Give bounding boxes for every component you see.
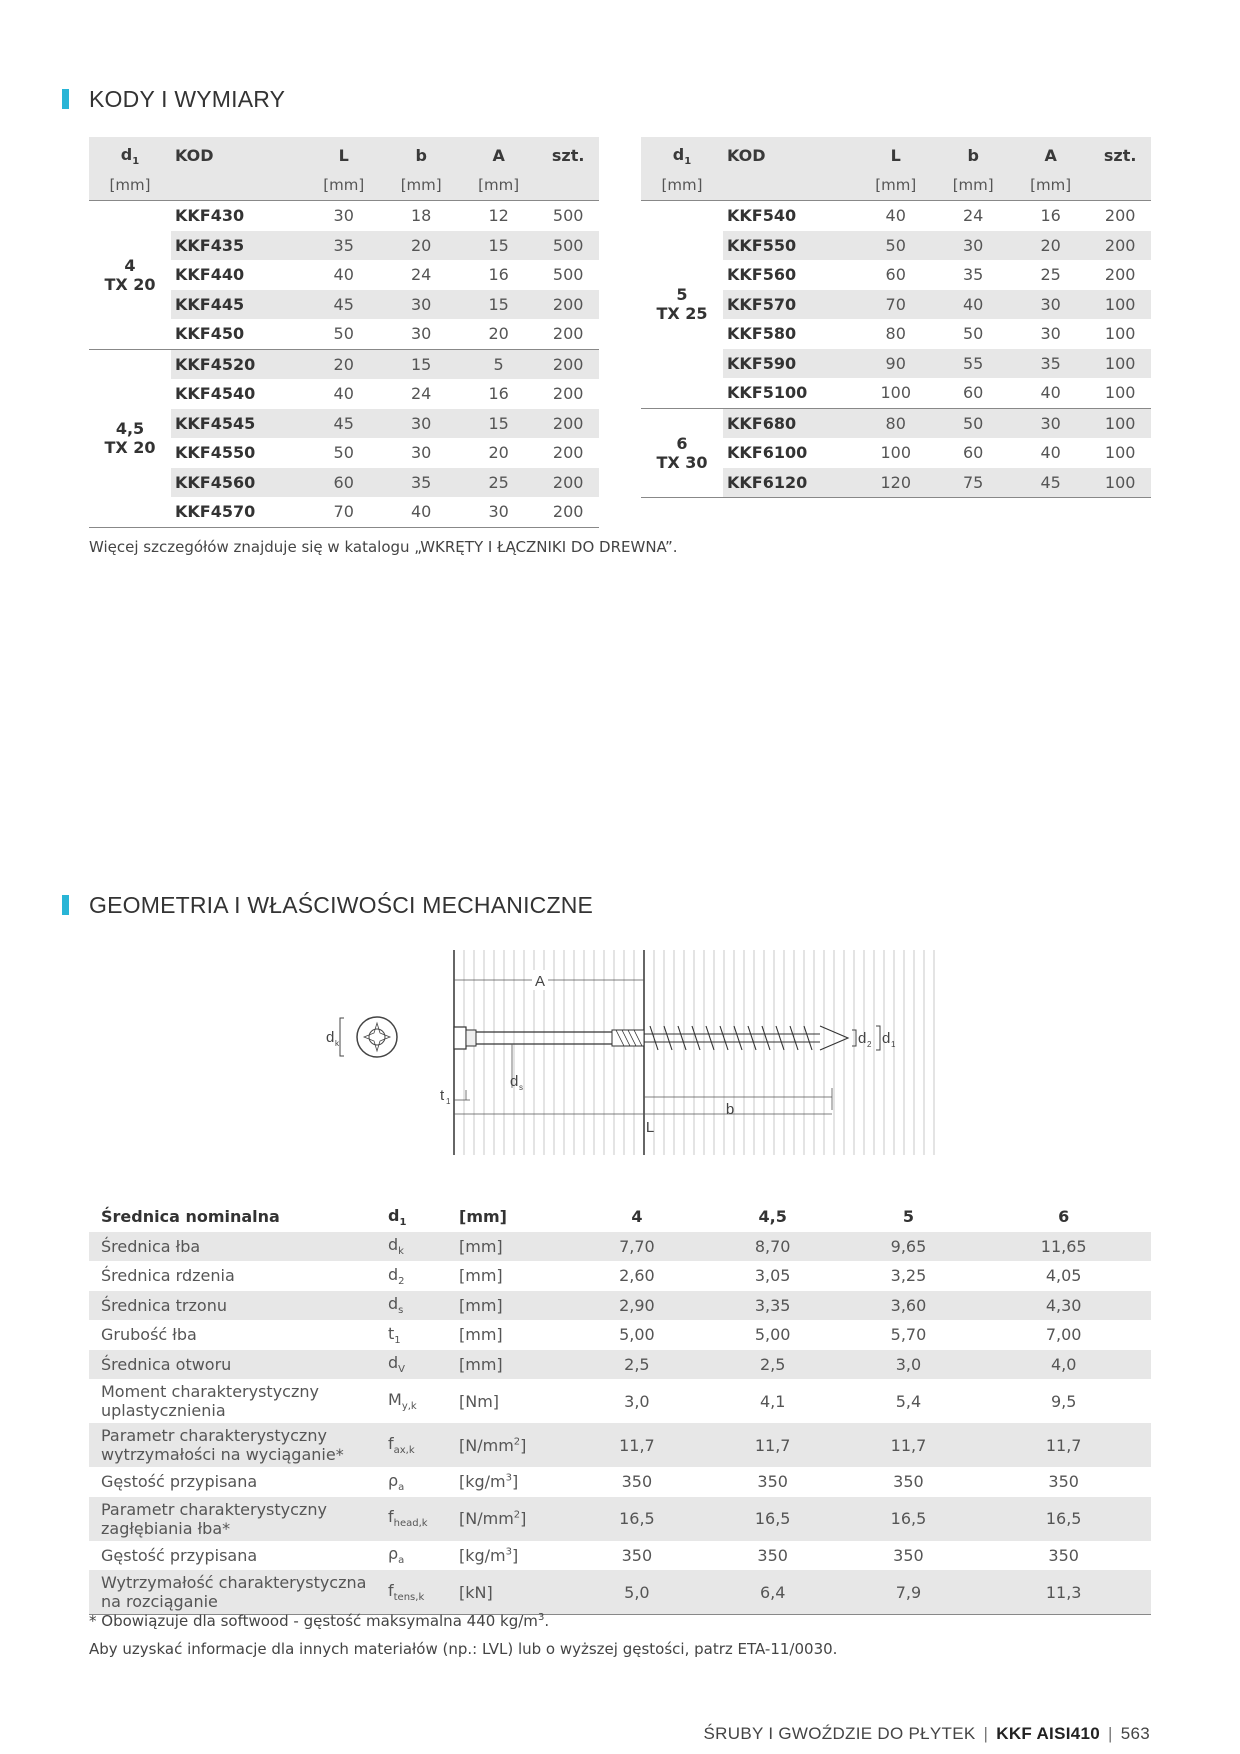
table-row [89,1379,1151,1423]
diameter-line: 4 [124,255,136,275]
table-row [89,349,599,379]
property-name: Grubość łba [101,1325,197,1345]
property-value: 4,05 [1045,1266,1082,1286]
value-szt: 500 [537,231,599,261]
code-cell: KKF435 [171,231,305,261]
code-cell: KKF550 [723,231,857,261]
diameter-cell [641,201,723,409]
value-b: 30 [411,443,432,463]
property-symbol: $d_V$ [388,1350,459,1380]
code-cell: KKF4560 [171,468,305,498]
property-value: 2,5 [705,1350,841,1380]
value-b: 15 [382,349,459,379]
property-unit: $[N/mm^2]$ [459,1423,569,1467]
property-value: 11,7 [841,1423,977,1467]
value-szt: 100 [1104,443,1136,463]
value-b: 50 [963,324,984,344]
property-unit: [mm] [459,1325,503,1345]
value-A: 30 [1012,290,1089,320]
property-value: 8,70 [705,1232,841,1262]
value-L: 70 [857,290,934,320]
header-b: b [382,137,459,171]
value-A: 40 [1040,443,1061,463]
diameter-line: TX 20 [104,274,156,294]
value-L: 50 [333,443,354,463]
table-row [89,1261,1151,1291]
header-value: 5 [902,1207,915,1227]
property-value: 7,00 [1045,1325,1082,1345]
code-cell: KKF680 [723,408,857,438]
unit-szt [537,171,599,201]
property-unit: [kN] [459,1570,569,1615]
screw-head-view [357,1017,397,1057]
value-L: 40 [333,384,354,404]
property-value: 9,5 [1050,1391,1077,1411]
value-L: 45 [305,290,382,320]
diameter-line: 5 [676,285,688,305]
property-value: 5,70 [890,1325,927,1345]
header-A: A [460,137,537,171]
properties-header-row [89,1202,1151,1232]
label-t1: t [440,1087,445,1104]
header-value: 4 [631,1207,643,1227]
property-unit: [mm] [459,1266,503,1286]
header-L: L [857,137,934,171]
property-value: 16,5 [841,1497,977,1541]
property-unit: [mm] [459,1350,569,1380]
value-szt: 200 [537,349,599,379]
value-szt: 200 [537,319,599,349]
value-b: 60 [934,378,1011,408]
value-A: 25 [460,468,537,498]
title-accent-bar [62,89,69,109]
code-cell: KKF580 [727,324,797,344]
value-b: 24 [411,384,432,404]
code-cell: KKF590 [723,349,857,379]
value-L: 100 [880,443,911,463]
property-name: Parametr charakterystyczny zagłębiania łba* [89,1497,388,1541]
value-b: 40 [934,290,1011,320]
codes-header-row [89,137,599,171]
value-L: 80 [885,324,906,344]
header-kod: KOD [171,137,305,171]
table-row [89,1570,1151,1615]
property-value: 16,5 [705,1497,841,1541]
property-value: 5,0 [569,1570,705,1615]
label-ds: d [510,1073,519,1090]
section-title-text: KODY I WYMIARY [89,85,286,112]
value-L: 30 [333,206,354,226]
value-A: 16 [488,384,509,404]
header-value: 4,5 [758,1207,787,1227]
properties-table [89,1202,1151,1615]
property-unit: $[kg/m^3]$ [459,1545,519,1565]
codes-unit-row [89,171,599,201]
footnote-other-materials: Aby uzyskać informacje dla innych materiałów (np.: LVL) lub o wyższej gęstości, patrz ETA-11/0030. [89,1640,838,1658]
value-szt: 200 [537,497,599,527]
footer-product: KKF AISI410 [996,1724,1101,1743]
diameter-line: 4,5 [115,419,145,438]
property-value: 350 [621,1545,653,1565]
section-title-text: GEOMETRIA I WŁAŚCIWOŚCI MECHANICZNE [89,891,594,918]
value-L: 40 [333,265,354,285]
property-value: 9,65 [841,1232,977,1262]
code-cell: KKF570 [723,290,857,320]
property-value: 350 [757,1545,788,1565]
section-title-codes [62,84,285,114]
property-value: 3,0 [624,1391,650,1411]
value-b: 24 [411,265,432,285]
value-A: 45 [1012,468,1089,498]
value-A: 5 [460,349,537,379]
table-row [641,408,1151,438]
label-b: b [725,1101,735,1118]
value-szt: 200 [1104,206,1136,226]
value-A: 30 [1040,324,1061,344]
unit-A: [mm] [460,171,537,201]
property-value: 7,70 [569,1232,705,1262]
property-value: 350 [893,1472,924,1492]
code-cell: KKF450 [171,319,305,349]
value-b: 40 [382,497,459,527]
value-szt: 200 [552,443,584,463]
value-szt: 100 [1089,378,1151,408]
value-b: 75 [934,468,1011,498]
footer-page-number: 563 [1120,1724,1150,1743]
unit-kod [723,171,857,201]
property-value: 3,35 [705,1291,841,1321]
value-A: 15 [460,409,537,439]
value-szt: 200 [537,290,599,320]
value-L: 60 [885,265,906,285]
value-A: 35 [1012,349,1089,379]
diameter-cell [89,201,171,350]
property-value: 2,90 [569,1291,705,1321]
svg-text:2: 2 [867,1040,872,1049]
wood-hatching [454,950,934,1155]
property-value: 7,9 [841,1570,977,1615]
diameter-cell [89,349,171,527]
property-value: 3,05 [754,1266,791,1286]
property-name: Średnica trzonu [89,1291,388,1321]
label-A: A [534,973,546,990]
screw-drawing [300,950,950,1170]
property-value: 2,5 [569,1350,705,1380]
label-d1: d [882,1030,891,1047]
value-A: 40 [1012,378,1089,408]
diameter-cell [641,408,723,498]
property-value: 350 [621,1472,653,1492]
property-value: 16,5 [569,1497,705,1541]
property-symbol: $f_{tens,k}$ [388,1570,459,1615]
property-value: 3,0 [841,1350,977,1380]
unit-L: [mm] [305,171,382,201]
table-row [89,1541,1151,1571]
unit-d1: [mm] [641,171,723,201]
property-value: 3,60 [841,1291,977,1321]
unit-b: [mm] [382,171,459,201]
code-cell: KKF4520 [171,349,305,379]
table-row [89,1291,1151,1321]
property-value: 3,25 [890,1266,927,1286]
property-symbol: $f_{head,k}$ [388,1497,459,1541]
value-L: 45 [305,409,382,439]
header-kod: KOD [723,137,857,171]
property-value: 6,4 [705,1570,841,1615]
property-name: Moment charakterystyczny uplastycznienia [101,1382,319,1420]
label-dk: d [326,1029,335,1046]
header-L: L [305,137,382,171]
diameter-line: 6 [676,433,688,453]
unit-A: [mm] [1012,171,1089,201]
code-cell: KKF4570 [171,497,305,527]
value-L: 80 [857,408,934,438]
value-L: 40 [885,206,906,226]
code-cell: KKF430 [175,206,245,226]
value-b: 18 [411,206,432,226]
value-b: 35 [963,265,984,285]
property-value: 11,3 [976,1570,1151,1615]
section-title-geometry [62,890,593,920]
value-szt: 500 [552,265,584,285]
property-value: 4,1 [759,1391,786,1411]
value-L: 35 [305,231,382,261]
code-cell: KKF445 [171,290,305,320]
header-d1: $d_1$ [89,137,171,171]
property-name: Parametr charakterystyczny wytrzymałości na wyciąganie* [89,1423,388,1467]
label-d2: d [858,1030,867,1047]
codes-unit-row [641,171,1151,201]
footnote-softwood: * Obowiązuje dla softwood - gęstość maksymalna 440 $kg/m^3$. [89,1612,550,1630]
value-A: 15 [460,290,537,320]
property-unit: [mm] [459,1291,569,1321]
value-L: 100 [857,378,934,408]
value-szt: 200 [537,468,599,498]
value-szt: 200 [537,409,599,439]
diameter-line: TX 20 [104,438,156,457]
property-name: Gęstość przypisana [101,1545,258,1565]
property-value: 5,00 [754,1325,791,1345]
header-szt: szt. [1089,137,1151,171]
property-name: Średnica łba [89,1232,388,1262]
value-szt: 200 [1089,231,1151,261]
value-b: 30 [382,290,459,320]
value-b: 30 [382,319,459,349]
property-symbol: $d_2$ [388,1264,405,1287]
value-szt: 100 [1089,290,1151,320]
property-value: 11,65 [976,1232,1151,1262]
property-value: 4,30 [976,1291,1151,1321]
header-d1: $d_1$ [641,137,723,171]
property-value: 4,0 [976,1350,1151,1380]
code-cell: KKF5100 [723,378,857,408]
header-b: b [934,137,1011,171]
value-b: 55 [934,349,1011,379]
value-b: 35 [382,468,459,498]
value-A: 16 [488,265,509,285]
code-cell: KKF6120 [723,468,857,498]
value-L: 20 [305,349,382,379]
value-L: 120 [857,468,934,498]
value-L: 50 [305,319,382,349]
property-value: 11,7 [705,1423,841,1467]
header-szt: szt. [537,137,599,171]
screw-body [454,1026,848,1050]
title-accent-bar [62,895,69,915]
code-cell: KKF4550 [175,443,256,463]
footer-category: ŚRUBY I GWOŹDZIE DO PŁYTEK [703,1724,976,1743]
property-value: 16,5 [976,1497,1151,1541]
header-name: Średnica nominalna [101,1207,280,1227]
label-L: L [645,1119,655,1136]
value-A: 12 [488,206,509,226]
value-b: 30 [934,231,1011,261]
codes-table-right [641,137,1151,498]
value-L: 70 [305,497,382,527]
header-symbol: $d_1$ [388,1205,407,1228]
value-szt: 100 [1089,468,1151,498]
property-symbol: $d_s$ [388,1291,459,1321]
unit-L: [mm] [857,171,934,201]
property-value: 11,7 [569,1423,705,1467]
header-A: A [1012,137,1089,171]
value-A: 16 [1040,206,1061,226]
value-b: 24 [963,206,984,226]
property-symbol: $f_{ax,k}$ [388,1423,459,1467]
property-value: 350 [757,1472,788,1492]
property-unit: $[kg/m^3]$ [459,1472,519,1492]
value-A: 20 [1012,231,1089,261]
page-footer [704,1724,1150,1744]
value-A: 30 [460,497,537,527]
table-row [89,1497,1151,1541]
diameter-line: TX 30 [656,452,708,472]
property-name: Średnica otworu [89,1350,388,1380]
property-value: 350 [893,1545,924,1565]
property-value: 350 [1048,1545,1079,1565]
footer-separator: | [1108,1724,1113,1743]
svg-text:1: 1 [891,1040,896,1049]
value-szt: 100 [1089,349,1151,379]
table-row [89,201,599,231]
table-row [89,1232,1151,1262]
value-A: 25 [1040,265,1061,285]
value-b: 60 [963,443,984,463]
property-name: Średnica rdzenia [101,1266,235,1286]
value-A: 30 [1012,408,1089,438]
property-value: 5,4 [895,1391,922,1411]
value-szt: 500 [552,206,584,226]
value-L: 50 [857,231,934,261]
value-L: 60 [305,468,382,498]
code-cell: KKF540 [727,206,797,226]
header-value: 6 [1058,1207,1070,1227]
value-b: 50 [934,408,1011,438]
code-cell: KKF440 [175,265,245,285]
footer-separator: | [983,1724,989,1743]
property-symbol: $d_k$ [388,1232,459,1262]
unit-kod [171,171,305,201]
unit-d1: [mm] [89,171,171,201]
property-symbol: $\rho_a$ [388,1544,405,1567]
property-unit: [mm] [459,1232,569,1262]
value-b: 20 [382,231,459,261]
value-L: 90 [857,349,934,379]
svg-text:s: s [519,1083,523,1092]
property-symbol: $\rho_a$ [388,1470,405,1493]
value-A: 15 [460,231,537,261]
table-row [641,201,1151,231]
property-symbol: $t_1$ [388,1323,401,1346]
svg-text:k: k [335,1039,339,1048]
value-b: 30 [382,409,459,439]
property-value: 350 [1048,1472,1079,1492]
value-A: 20 [488,443,509,463]
property-value: 5,00 [619,1325,655,1345]
table-row [89,1350,1151,1380]
table-row [89,1320,1151,1350]
value-szt: 100 [1089,408,1151,438]
header-unit: [mm] [459,1207,507,1227]
value-A: 20 [460,319,537,349]
codes-table-left [89,137,599,528]
unit-szt [1089,171,1151,201]
codes-header-row [641,137,1151,171]
value-szt: 200 [552,384,584,404]
code-cell: KKF6100 [727,443,808,463]
property-name: Gęstość przypisana [101,1472,258,1492]
value-szt: 100 [1104,324,1136,344]
svg-text:1: 1 [446,1097,451,1106]
table-row [89,1467,1151,1497]
diameter-line: TX 25 [656,304,708,324]
property-unit: [Nm] [459,1391,500,1411]
property-unit: $[N/mm^2]$ [459,1497,569,1541]
code-cell: KKF4545 [171,409,305,439]
property-symbol: $M_{y,k}$ [388,1389,417,1413]
property-value: 11,7 [976,1423,1151,1467]
table-row [89,1423,1151,1467]
catalog-note: Więcej szczegółów znajduje się w katalogu „WKRĘTY I ŁĄCZNIKI DO DREWNA”. [89,538,678,556]
property-value: 2,60 [619,1266,655,1286]
code-cell: KKF4540 [175,384,256,404]
property-name: Wytrzymałość charakterystyczna na rozciąganie [89,1570,388,1615]
code-cell: KKF560 [727,265,797,285]
value-szt: 200 [1104,265,1136,285]
unit-b: [mm] [934,171,1011,201]
